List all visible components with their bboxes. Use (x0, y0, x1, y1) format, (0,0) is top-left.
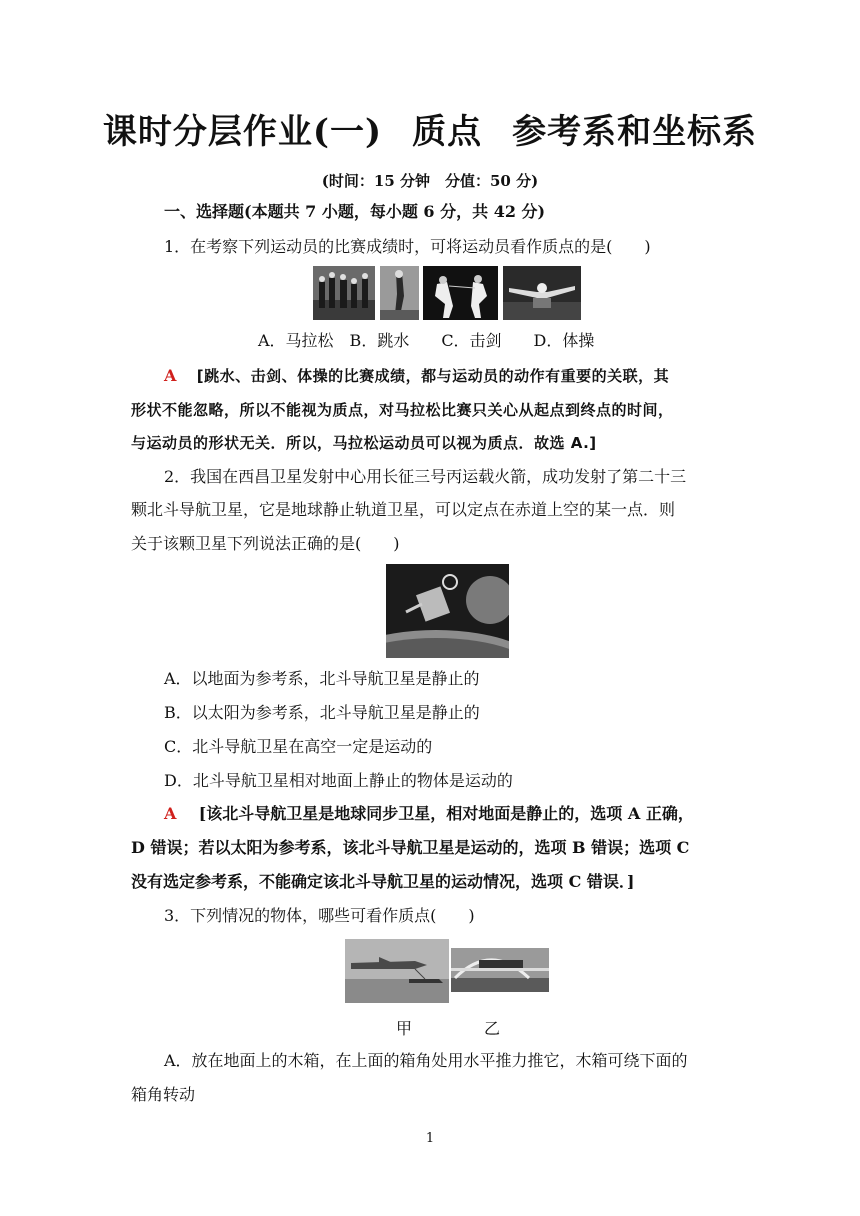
page-number: 1 (425, 1131, 435, 1146)
q2-explanation-3: 没有选定参考系，不能确定该北斗导航卫星的运动情况，选项 C 错误．] (131, 872, 635, 891)
section-header: 一、选择题(本题共 7 小题，每小题 6 分，共 42 分) (164, 202, 546, 221)
q2-stem-1: 2．我国在西昌卫星发射中心用长征三号丙运载火箭，成功发射了第二十三 (164, 467, 687, 486)
q3-stem: 3．下列情况的物体，哪些可看作质点( ) (164, 906, 475, 925)
q1-explanation-2: 形状不能忽略，所以不能视为质点，对马拉松比赛只关心从起点到终点的时间， (131, 401, 674, 419)
page-title (0, 104, 860, 153)
q1-answer-letter: A (164, 366, 177, 385)
diving-image (380, 266, 419, 320)
q2-answer-letter: A (164, 804, 177, 823)
q2-explanation-2: D 错误；若以太阳为参考系，该北斗导航卫星是运动的，选项 B 错误；选项 C (131, 838, 690, 857)
q3-option-a-1: A．放在地面上的木箱，在上面的箱角处用水平推力推它，木箱可绕下面的 (164, 1051, 688, 1070)
q2-explanation-1: [该北斗导航卫星是地球同步卫星，相对地面是静止的，选项 A 正确， (198, 804, 694, 823)
q1-answer-line-1 (164, 366, 731, 386)
q3-option-a-2: 箱角转动 (131, 1085, 196, 1104)
q1-options: A．马拉松 B．跳水 C．击剑 D．体操 (258, 331, 595, 350)
q2-answer-line-1 (164, 804, 731, 824)
title-part-3: 参考系和坐标系 (512, 112, 758, 152)
satellite-image (386, 564, 509, 658)
aircraft-refueling-image (345, 939, 449, 1003)
q2-stem-2: 颗北斗导航卫星，它是地球静止轨道卫星，可以定点在赤道上空的某一点．则 (131, 500, 676, 519)
q2-option-a: A．以地面为参考系，北斗导航卫星是静止的 (164, 669, 480, 688)
q1-explanation-3: 与运动员的形状无关．所以，马拉松运动员可以视为质点．故选 A.] (131, 434, 597, 452)
q1-stem: 1．在考察下列运动员的比赛成绩时，可将运动员看作质点的是( ) (164, 237, 651, 256)
subtitle: (时间：15 分钟 分值：50 分) (321, 172, 539, 190)
q2-option-d: D．北斗导航卫星相对地面上静止的物体是运动的 (164, 771, 513, 790)
fencing-image (423, 266, 498, 320)
marathon-image (313, 266, 375, 320)
caption-yi: 乙 (484, 1019, 501, 1038)
q1-explanation-1: [跳水、击剑、体操的比赛成绩，都与运动员的动作有重要的关联，其 (196, 367, 670, 385)
gymnastics-image (503, 266, 581, 320)
title-part-1: 课时分层作业(一) (102, 112, 383, 152)
title-part-2: 质点 (412, 112, 483, 152)
train-bridge-image (451, 948, 549, 992)
q2-option-b: B．以太阳为参考系，北斗导航卫星是静止的 (164, 703, 480, 722)
q2-stem-3: 关于该颗卫星下列说法正确的是( ) (131, 534, 400, 553)
caption-jia: 甲 (396, 1019, 413, 1038)
q2-option-c: C．北斗导航卫星在高空一定是运动的 (164, 737, 433, 756)
